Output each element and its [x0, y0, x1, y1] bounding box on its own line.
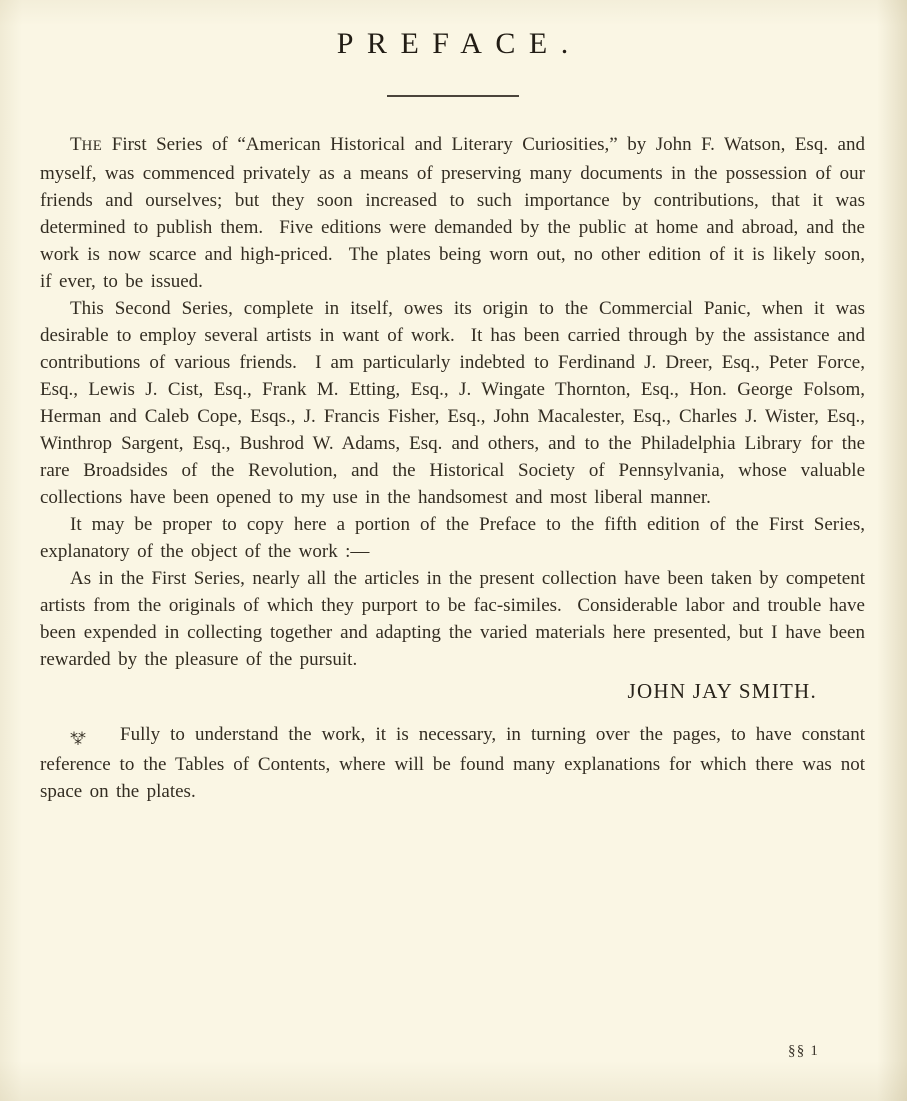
- preface-body: [40, 131, 865, 805]
- title-divider: [387, 95, 519, 97]
- footnote-text: Fully to understand the work, it is necessary, in turning over the pages, to have constant reference to the Tables of Contents, where will be found many explanations for which there was not space on the plates.: [40, 724, 865, 802]
- lead-capital: T: [70, 134, 82, 155]
- paragraph-text: This Second Series, complete in itself, owes its origin to the Commercial Panic, when it was desirable to employ several artists in want of work. It has been carried through by the assistance and contributions of various friends. I am particularly indebted to Ferdinand J. Dreer, Esq., Peter Force, Esq., Lewis J. Cist, Esq., Frank M. Etting, Esq., J. Wingate Thornton, Esq., Hon. George Folsom, Herman and Caleb Cope, Esqs., J. Francis Fisher, Esq., John Macalester, Esq., Charles J. Wister, Esq., Winthrop Sargent, Esq., Bushrod W. Adams, Esq. and others, and to the Philadelphia Library for the rare Broadsides of the Revolution, and the Historical Society of Pennsylvania, whose valuable collections have been opened to my use in the handsomest and most liberal manner.: [40, 298, 865, 508]
- paragraph-first-series: [40, 131, 865, 295]
- paragraph-fac-similes: [40, 565, 865, 673]
- page-signature-mark: §§ 1: [788, 1043, 820, 1059]
- paragraph-copy-preface: [40, 511, 865, 565]
- paragraph-text: It may be proper to copy here a portion of the Preface to the fifth edition of the First Series, explanatory of the object of the work :—: [40, 514, 865, 562]
- paragraph-text: First Series of “American Historical and Literary Curiosities,” by John F. Watson, Esq. and myself, was commenced privately as a means of preserving many documents in the possession of our friends and ourselves; but they soon increased to such importance by contributions, that it was determined to publish them. Five editions were demanded by the public at home and abroad, and the work is now scarce and high-priced. The plates being worn out, no other edition of it is likely soon, if ever, to be issued.: [40, 134, 865, 292]
- page-title: PREFACE.: [336, 27, 582, 60]
- paragraph-second-series: [40, 295, 865, 511]
- paragraph-text: As in the First Series, nearly all the articles in the present collection have been taken by competent artists from the originals of which they purport to be fac-similes. Considerable labor and trouble have been expended in collecting together and adapting the varied materials here presented, but I have been rewarded by the pleasure of the pursuit.: [40, 568, 865, 670]
- footnote: [40, 721, 865, 805]
- author-signature: JOHN JAY SMITH.: [627, 679, 817, 703]
- lead-small-caps: HE: [81, 138, 103, 154]
- asterism-icon: ⁂: [70, 728, 86, 747]
